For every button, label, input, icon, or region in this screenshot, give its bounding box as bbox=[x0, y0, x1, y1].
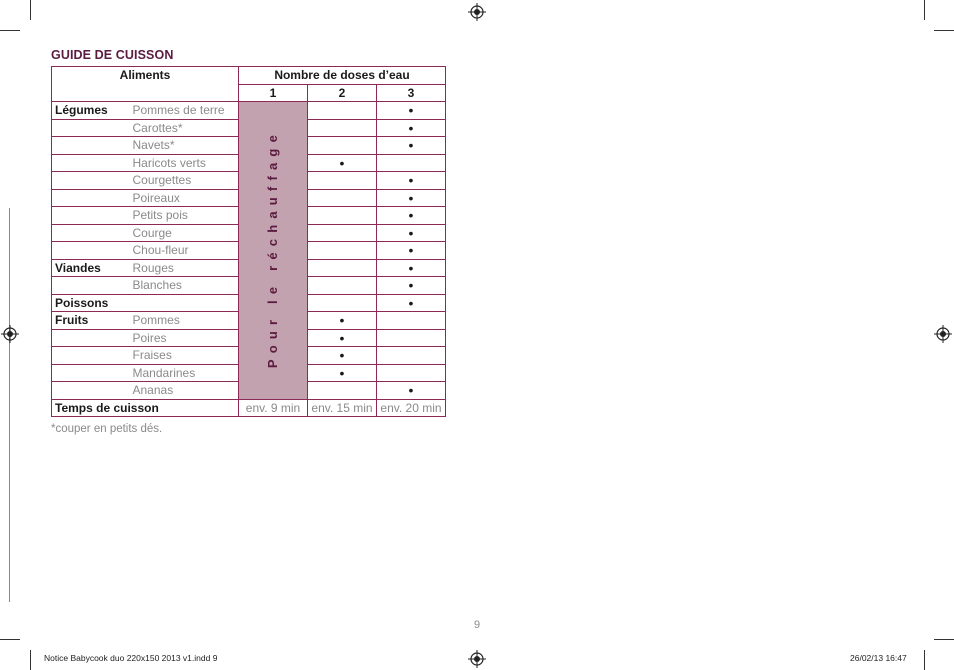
crop-mark bbox=[0, 30, 20, 31]
category-cell bbox=[52, 242, 130, 260]
category-cell bbox=[52, 119, 130, 137]
category-cell bbox=[52, 172, 130, 190]
food-cell: Blanches bbox=[130, 277, 239, 295]
dose-column-3: 3 bbox=[377, 84, 446, 102]
dose-mark-d2 bbox=[308, 242, 377, 260]
dose-mark-d3: • bbox=[377, 137, 446, 155]
cooking-time-value: env. 9 min bbox=[239, 399, 308, 417]
header-doses: Nombre de doses d’eau bbox=[239, 67, 446, 85]
food-cell bbox=[130, 294, 239, 312]
food-cell: Chou-fleur bbox=[130, 242, 239, 260]
dose-mark-d2: • bbox=[308, 364, 377, 382]
footnote: *couper en petits dés. bbox=[51, 423, 163, 435]
date-slug: 26/02/13 16:47 bbox=[850, 653, 907, 663]
dose-mark-d2 bbox=[308, 172, 377, 190]
dose-mark-d3 bbox=[377, 154, 446, 172]
crop-mark bbox=[30, 650, 31, 670]
dose-mark-d2: • bbox=[308, 312, 377, 330]
dose-mark-d3 bbox=[377, 347, 446, 365]
dose-mark-d3: • bbox=[377, 277, 446, 295]
category-cell: Viandes bbox=[52, 259, 130, 277]
category-cell bbox=[52, 207, 130, 225]
dose-mark-d3: • bbox=[377, 207, 446, 225]
crop-mark bbox=[934, 30, 954, 31]
food-cell: Navets* bbox=[130, 137, 239, 155]
category-cell bbox=[52, 224, 130, 242]
category-cell bbox=[52, 329, 130, 347]
category-cell bbox=[52, 364, 130, 382]
food-cell: Mandarines bbox=[130, 364, 239, 382]
reheat-label: Pour le réchauffage bbox=[265, 128, 280, 368]
dose-mark-d3 bbox=[377, 364, 446, 382]
table-footer-row bbox=[52, 399, 446, 417]
dose-mark-d3 bbox=[377, 312, 446, 330]
dose-mark-d2 bbox=[308, 224, 377, 242]
page-title: GUIDE DE CUISSON bbox=[51, 48, 174, 62]
dose-mark-d3: • bbox=[377, 102, 446, 120]
category-cell bbox=[52, 347, 130, 365]
registration-mark-icon bbox=[1, 325, 19, 343]
dose-mark-d3: • bbox=[377, 189, 446, 207]
category-cell bbox=[52, 137, 130, 155]
category-cell bbox=[52, 154, 130, 172]
dose-mark-d2 bbox=[308, 102, 377, 120]
food-cell: Pommes de terre bbox=[130, 102, 239, 120]
crop-mark bbox=[0, 639, 20, 640]
category-cell bbox=[52, 189, 130, 207]
dose-mark-d2 bbox=[308, 382, 377, 400]
dose-mark-d3: • bbox=[377, 119, 446, 137]
food-cell: Pommes bbox=[130, 312, 239, 330]
dose-mark-d2 bbox=[308, 207, 377, 225]
dose-mark-d2: • bbox=[308, 329, 377, 347]
crop-mark bbox=[30, 0, 31, 20]
cooking-time-value: env. 20 min bbox=[377, 399, 446, 417]
dose-mark-d3: • bbox=[377, 242, 446, 260]
page-number: 9 bbox=[473, 619, 481, 631]
food-cell: Poires bbox=[130, 329, 239, 347]
reheat-column-cell bbox=[239, 102, 308, 400]
food-cell: Courgettes bbox=[130, 172, 239, 190]
dose-mark-d2 bbox=[308, 259, 377, 277]
food-cell: Carottes* bbox=[130, 119, 239, 137]
dose-mark-d3: • bbox=[377, 172, 446, 190]
registration-mark-icon bbox=[468, 650, 486, 668]
cooking-time-label: Temps de cuisson bbox=[52, 399, 239, 417]
dose-mark-d2 bbox=[308, 189, 377, 207]
crop-mark bbox=[924, 0, 925, 20]
crop-mark bbox=[934, 639, 954, 640]
food-cell: Petits pois bbox=[130, 207, 239, 225]
food-cell: Fraises bbox=[130, 347, 239, 365]
dose-mark-d2 bbox=[308, 277, 377, 295]
category-cell bbox=[52, 382, 130, 400]
food-cell: Poireaux bbox=[130, 189, 239, 207]
dose-mark-d3: • bbox=[377, 294, 446, 312]
dose-mark-d3: • bbox=[377, 382, 446, 400]
dose-mark-d2 bbox=[308, 119, 377, 137]
header-aliments: Aliments bbox=[52, 67, 239, 102]
dose-mark-d3 bbox=[377, 329, 446, 347]
registration-mark-icon bbox=[934, 325, 952, 343]
cooking-guide-table bbox=[51, 66, 446, 417]
category-cell bbox=[52, 277, 130, 295]
cooking-time-value: env. 15 min bbox=[308, 399, 377, 417]
dose-mark-d2 bbox=[308, 137, 377, 155]
dose-mark-d2: • bbox=[308, 154, 377, 172]
table-body bbox=[52, 102, 446, 417]
food-cell: Haricots verts bbox=[130, 154, 239, 172]
registration-mark-icon bbox=[468, 3, 486, 21]
category-cell: Poissons bbox=[52, 294, 130, 312]
table-header-row bbox=[52, 67, 446, 85]
dose-column-2: 2 bbox=[308, 84, 377, 102]
category-cell: Légumes bbox=[52, 102, 130, 120]
dose-column-1: 1 bbox=[239, 84, 308, 102]
dose-mark-d2: • bbox=[308, 347, 377, 365]
category-cell: Fruits bbox=[52, 312, 130, 330]
crop-mark bbox=[924, 650, 925, 670]
dose-mark-d3: • bbox=[377, 224, 446, 242]
dose-mark-d2 bbox=[308, 294, 377, 312]
file-slug: Notice Babycook duo 220x150 2013 v1.indd 9 bbox=[44, 653, 218, 663]
dose-mark-d3: • bbox=[377, 259, 446, 277]
table-row bbox=[52, 102, 446, 120]
margin-rule bbox=[9, 208, 10, 602]
food-cell: Ananas bbox=[130, 382, 239, 400]
food-cell: Rouges bbox=[130, 259, 239, 277]
food-cell: Courge bbox=[130, 224, 239, 242]
